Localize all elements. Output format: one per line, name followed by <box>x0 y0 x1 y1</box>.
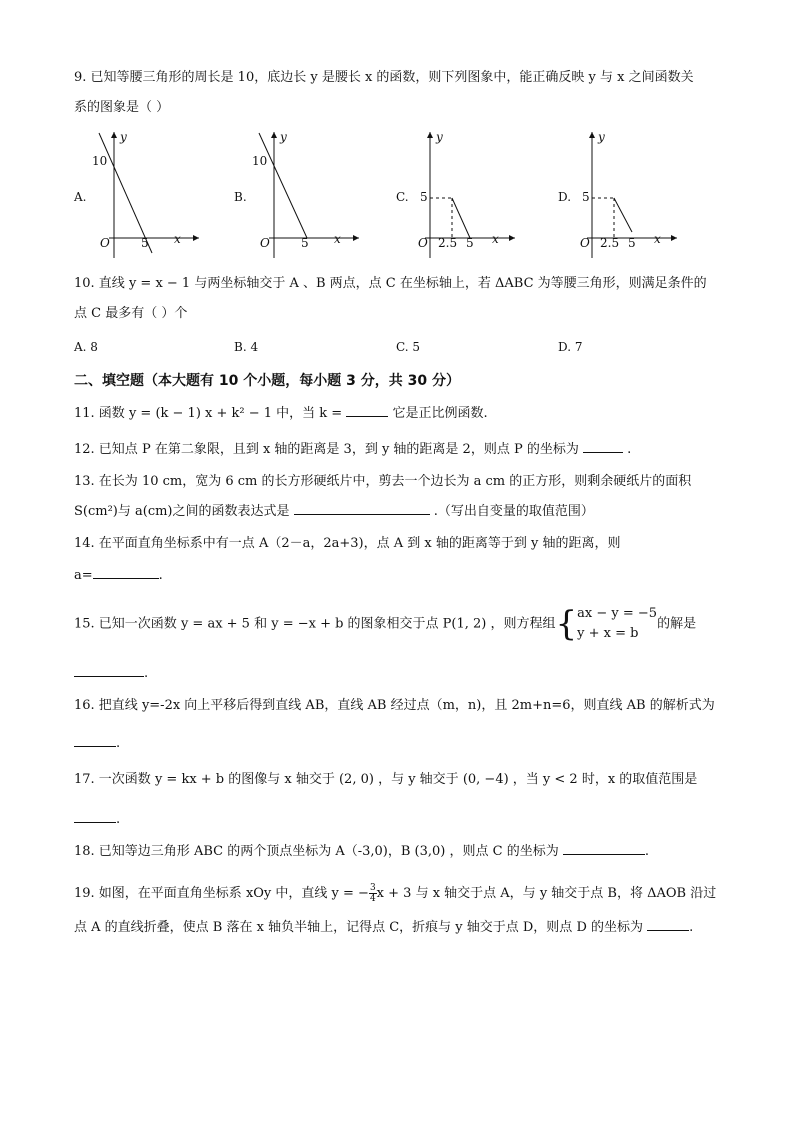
q11-pre: 11. 函数 y = (k − 1) x + k² − 1 中，当 k = <box>74 406 343 421</box>
q19-answer-blank[interactable] <box>647 916 689 931</box>
graph-b-y-tick: 10 <box>252 154 268 168</box>
graph-d <box>558 128 692 258</box>
q13-post2: .（写出自变量的取值范围） <box>433 504 594 519</box>
q13-answer-blank[interactable] <box>294 500 430 515</box>
graph-a-label: A. <box>74 190 87 204</box>
graph-b-origin: O <box>260 236 270 250</box>
question-15-answer-line <box>74 660 724 688</box>
graph-d-y-axis: y <box>598 130 605 144</box>
q19-post1: x + 3 与 x 轴交于点 A，与 y 轴交于点 B，将 ΔAOB 沿过 <box>376 886 717 901</box>
graph-c-origin: O <box>418 236 428 250</box>
question-14-line2 <box>74 562 724 590</box>
question-9-line2: 系的图象是（ ） <box>74 100 170 115</box>
question-12 <box>74 436 724 464</box>
question-15 <box>74 604 724 644</box>
question-17-line1: 17. 一次函数 y = kx + b 的图像与 x 轴交于 (2, 0) ，与 y 轴交于 (0, −4) ，当 y < 2 时，x 的取值范围是 <box>74 772 698 787</box>
q17-answer-blank[interactable] <box>74 808 116 823</box>
question-14-line1: 14. 在平面直角坐标系中有一点 A（2－a，2a+3)，点 A 到 x 轴的距离等于到 y 轴的距离，则 <box>74 536 621 551</box>
q16-answer-blank[interactable] <box>74 732 116 747</box>
q10-option-c: C. 5 <box>396 340 421 354</box>
graph-b <box>234 128 374 258</box>
q15-end: . <box>144 666 149 681</box>
q14-post2: . <box>158 568 163 583</box>
graph-d-x-tick-1: 2.5 <box>600 236 620 250</box>
q15-answer-blank[interactable] <box>74 662 144 677</box>
q19-frac-num: 3 <box>369 883 376 893</box>
question-9-line1: 9. 已知等腰三角形的周长是 10，底边长 y 是腰长 x 的函数，则下列图象中，能正确反映 y 与 x 之间函数关 <box>74 70 694 85</box>
graph-d-x-axis: x <box>654 232 661 246</box>
q19-fraction <box>369 883 377 904</box>
q16-end: . <box>116 736 121 751</box>
question-10-line1: 10. 直线 y = x − 1 与两坐标轴交于 A 、B 两点，点 C 在坐标轴上，若 ΔABC 为等腰三角形，则满足条件的 <box>74 276 707 291</box>
question-19-line1 <box>74 880 724 908</box>
q14-answer-blank[interactable] <box>93 564 159 579</box>
graph-a-y-tick: 10 <box>92 154 108 168</box>
q13-pre2: S(cm²)与 a(cm)之间的函数表达式是 <box>74 504 290 519</box>
q12-answer-blank[interactable] <box>583 438 623 453</box>
graph-a-y-axis: y <box>120 130 127 144</box>
graph-c-label: C. <box>396 190 409 204</box>
graph-b-y-axis: y <box>280 130 287 144</box>
q10-option-a: A. 8 <box>74 340 98 354</box>
q15-equation-system <box>577 604 657 644</box>
q11-answer-blank[interactable] <box>346 402 388 417</box>
q14-pre2: a= <box>74 568 93 583</box>
graph-b-x-tick: 5 <box>301 236 309 250</box>
q19-line2: 点 A 的直线折叠，使点 B 落在 x 轴负半轴上，记得点 C，折痕与 y 轴交于点 D，则点 D 的坐标为 <box>74 920 643 935</box>
question-10-line2: 点 C 最多有（ ）个 <box>74 306 188 321</box>
q15-eq1: ax − y = −5 <box>577 606 658 621</box>
graph-d-label: D. <box>558 190 572 204</box>
q18-post: . <box>644 844 649 859</box>
question-16-answer-line <box>74 730 724 758</box>
q12-post: . <box>627 442 632 457</box>
section-2-title: 二、填空题（本大题有 10 个小题，每小题 3 分，共 30 分） <box>74 373 460 389</box>
question-13-line1: 13. 在长为 10 cm，宽为 6 cm 的长方形硬纸片中，剪去一个边长为 a cm 的正方形，则剩余硬纸片的面积 <box>74 474 692 489</box>
question-17-answer-line <box>74 806 724 834</box>
graph-b-x-axis: x <box>334 232 341 246</box>
question-16-line1: 16. 把直线 y=-2x 向上平移后得到直线 AB，直线 AB 经过点（m，n)，且 2m+n=6，则直线 AB 的解析式为 <box>74 698 715 713</box>
q10-option-b: B. 4 <box>234 340 259 354</box>
graph-a-x-tick: 5 <box>141 236 149 250</box>
graph-a <box>74 128 214 258</box>
graph-d-origin: O <box>580 236 590 250</box>
q15-post: 的解是 <box>657 616 697 632</box>
q15-system-brace: { <box>555 604 578 644</box>
q12-pre: 12. 已知点 P 在第二象限，且到 x 轴的距离是 3，到 y 轴的距离是 2，则点 P 的坐标为 <box>74 442 579 457</box>
graph-c-x-tick-1: 2.5 <box>438 236 458 250</box>
graph-a-origin: O <box>100 236 110 250</box>
q10-option-d: D. 7 <box>558 340 583 354</box>
q18-pre: 18. 已知等边三角形 ABC 的两个顶点坐标为 A（-3,0)，B (3,0) ，则点 C 的坐标为 <box>74 844 559 859</box>
q15-eq2: y + x = b <box>577 626 639 641</box>
graph-c-y-axis: y <box>436 130 443 144</box>
graph-c-y-tick: 5 <box>420 190 428 204</box>
q19-pre1: 19. 如图，在平面直角坐标系 xOy 中，直线 y = − <box>74 886 369 901</box>
question-18 <box>74 838 724 866</box>
graph-a-x-axis: x <box>174 232 181 246</box>
graph-c-x-tick-2: 5 <box>466 236 474 250</box>
question-19-line2 <box>74 914 724 942</box>
graph-b-label: B. <box>234 190 247 204</box>
q18-answer-blank[interactable] <box>563 840 645 855</box>
graph-d-y-tick: 5 <box>582 190 590 204</box>
graph-d-x-tick-2: 5 <box>628 236 636 250</box>
graph-c <box>396 128 530 258</box>
question-11 <box>74 400 724 428</box>
q11-post: 它是正比例函数. <box>392 406 488 421</box>
q17-end: . <box>116 812 121 827</box>
q19-end: . <box>689 920 694 935</box>
question-13-line2 <box>74 498 724 526</box>
q15-pre: 15. 已知一次函数 y = ax + 5 和 y = −x + b 的图象相交于点 P(1, 2) ，则方程组 <box>74 616 556 632</box>
graph-c-x-axis: x <box>492 232 499 246</box>
q19-frac-den: 4 <box>369 894 376 904</box>
